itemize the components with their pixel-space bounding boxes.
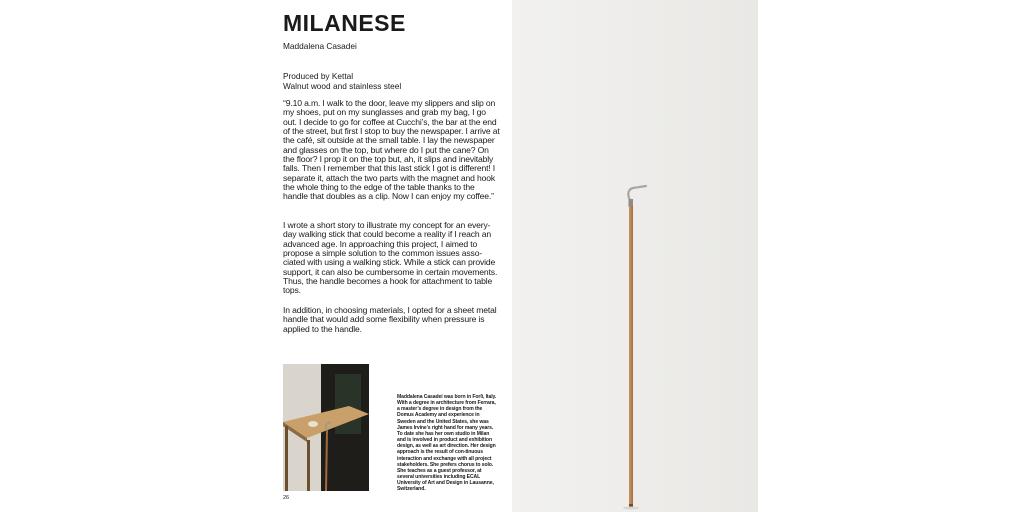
producer-line: Produced by Kettal bbox=[283, 71, 354, 81]
materials-line: Walnut wood and stainless steel bbox=[283, 81, 402, 91]
designer-bio: Maddalena Casadei was born in Forlì, Italy. With a degree in architecture from Ferrara, a master’s degree in design from the Domus Academy and experience in Sweden and the United States, she was James Irvine’s right hand for many years. To date she has her own studio in Milan and is involved in product and exhibition design, as well as art direction. Her design approach is the result of con-tinuous interaction and exchange with all project stakeholders. She prefers chorus to solo. She teaches as a guest professor, at several universities including ECAL University of Art and Design in Lausanne, Switzerland. bbox=[397, 394, 497, 493]
cafe-table-photo-illustration bbox=[283, 364, 369, 491]
page-number: 26 bbox=[283, 495, 290, 501]
article-title: MILANESE bbox=[283, 10, 406, 36]
materials-paragraph: In addition, in choosing materials, I opted for a sheet metal handle that would add some flexibility when pressure is applied to the handle. bbox=[283, 305, 497, 334]
product-photo bbox=[512, 0, 758, 512]
quote-paragraph: “9.10 a.m. I walk to the door, leave my slippers and slip on my shoes, put on my sunglasses and grab my bag, I go out. I decide to go for coffee at Cucchi’s, the bar at the end of the street, but first I stop to buy the newspaper. I arrive at the café, sit outside at the small table. I lay the newspaper and glasses on the top, but where do I put the cane? On the floor? I prop it on the top but, ah, it slips and inevitably falls. Then I remember that this last stick I got is different! I separate it, attach the two parts with the magnet and hook the whole thing to the edge of the table thanks to the handle that doubles as a clip. Now I can enjoy my coffee.” bbox=[283, 98, 500, 202]
designer-name: Maddalena Casadei bbox=[283, 41, 357, 51]
cafe-table-photo bbox=[283, 364, 369, 491]
concept-paragraph: I wrote a short story to illustrate my concept for an every-day walking stick that could become a reality if I reach an advanced age. In approaching this project, I aimed to propose a simple solution to the common issues asso-ciated with using a walking stick. While a stick can provide support, it can also be cumbersome in certain movements. Thus, the handle becomes a hook for attachment to table tops. bbox=[283, 220, 498, 296]
walking-stick-illustration bbox=[512, 0, 758, 512]
production-info bbox=[283, 71, 401, 91]
left-page bbox=[266, 0, 512, 512]
